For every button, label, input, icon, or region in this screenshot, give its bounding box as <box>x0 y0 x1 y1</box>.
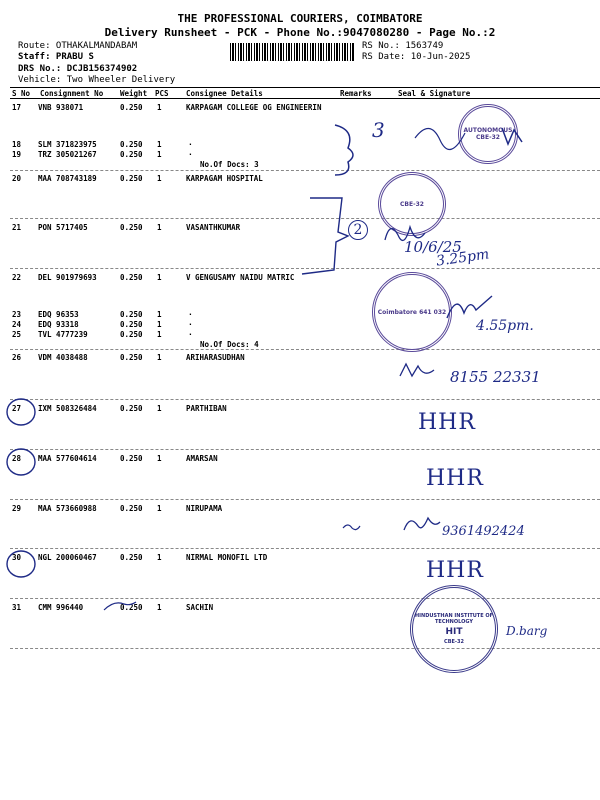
row-divider <box>10 399 600 400</box>
row-sno: 20 <box>12 174 22 183</box>
row-pcs: 1 <box>157 174 162 183</box>
handwritten-date: 10/6/25 <box>404 238 462 256</box>
signature-scribble <box>400 510 442 536</box>
row-weight: 0.250 <box>120 273 143 282</box>
row-pcs: 1 <box>157 603 162 612</box>
row-sno: 24 <box>12 320 22 329</box>
row-weight: 0.250 <box>120 454 143 463</box>
row-pcs: 1 <box>157 353 162 362</box>
circle-mark <box>4 548 40 582</box>
col-pcs: PCS <box>155 89 169 98</box>
row-divider <box>10 349 600 350</box>
row-consignee: . <box>188 308 193 317</box>
col-seal: Seal & Signature <box>398 89 471 98</box>
row-pcs: 1 <box>157 504 162 513</box>
row-consignee: PARTHIBAN <box>186 404 227 413</box>
row-weight: 0.250 <box>120 103 143 112</box>
row-consignee: SACHIN <box>186 603 214 612</box>
school-seal-stamp <box>372 272 452 352</box>
row-divider <box>10 648 600 649</box>
row-pcs: 1 <box>157 310 162 319</box>
row-sno: 23 <box>12 310 22 319</box>
row-weight: 0.250 <box>120 504 143 513</box>
row-consignment: EDQ 96353 <box>38 310 79 319</box>
row-sno: 30 <box>12 553 22 562</box>
row-weight: 0.250 <box>120 320 143 329</box>
row-consignment: MAA 573660988 <box>38 504 97 513</box>
row-consignee: . <box>188 148 193 157</box>
hhr-mark: HHR <box>426 558 484 583</box>
col-remarks: Remarks <box>340 89 372 98</box>
row-consignment: SLM 371823975 <box>38 140 97 149</box>
row-consignee: . <box>188 328 193 337</box>
row-consignment: TVL 4777239 <box>38 330 88 339</box>
row-consignee: NIRMAL MONOFIL LTD <box>186 553 268 562</box>
row-consignment: EDQ 93318 <box>38 320 79 329</box>
row-pcs: 1 <box>157 150 162 159</box>
row-weight: 0.250 <box>120 223 143 232</box>
row-consignee: KARPAGAM HOSPITAL <box>186 174 263 183</box>
row-divider <box>10 170 600 171</box>
remarks-tick-mark <box>340 520 364 534</box>
row-pcs: 1 <box>157 553 162 562</box>
handwritten-phone: 8155 22331 <box>450 368 541 386</box>
row-sno: 31 <box>12 603 22 612</box>
staff-label: Staff: PRABU S <box>18 52 94 62</box>
row-pcs: 1 <box>157 454 162 463</box>
remarks-count: 2 <box>348 220 368 240</box>
row-consignment: PON 5717405 <box>38 223 88 232</box>
row-sno: 28 <box>12 454 22 463</box>
handwritten-signature: D.barg <box>506 624 548 638</box>
row-pcs: 1 <box>157 223 162 232</box>
row-consignee: V GENGUSAMY NAIDU MATRIC <box>186 273 295 282</box>
row-pcs: 1 <box>157 273 162 282</box>
hhr-mark: HHR <box>426 466 484 491</box>
row-divider <box>10 499 600 500</box>
remarks-brace-mark <box>290 190 350 280</box>
row-weight: 0.250 <box>120 330 143 339</box>
hhr-mark: HHR <box>418 410 476 435</box>
row-consignment: NGL 200060467 <box>38 553 97 562</box>
row-consignee: ARIHARASUDHAN <box>186 353 245 362</box>
col-consignment: Consignment No <box>40 89 104 98</box>
row-pcs: 1 <box>157 140 162 149</box>
row-pcs: 1 <box>157 330 162 339</box>
row-consignment: IXM 508326484 <box>38 404 97 413</box>
row-weight: 0.250 <box>120 310 143 319</box>
route-label: Route: OTHAKALMANDABAM <box>18 41 138 51</box>
row-weight: 0.250 <box>120 553 143 562</box>
row-weight: 0.250 <box>120 603 143 612</box>
stamp-text: Coimbatore 641 032 <box>377 308 447 316</box>
row-sno: 22 <box>12 273 22 282</box>
row-consignee: AMARSAN <box>186 454 218 463</box>
row-consignment: TRZ 305021267 <box>38 150 97 159</box>
row-weight: 0.250 <box>120 150 143 159</box>
handwritten-time: 3.25pm <box>435 246 491 270</box>
row-sno: 26 <box>12 353 22 362</box>
row-sno: 25 <box>12 330 22 339</box>
row-consignee: . <box>188 318 193 327</box>
vehicle-label: Vehicle: Two Wheeler Delivery <box>18 75 176 85</box>
row-consignment: DEL 901979693 <box>38 273 97 282</box>
col-consignee: Consignee Details <box>186 89 263 98</box>
row-pcs: 1 <box>157 404 162 413</box>
row-weight: 0.250 <box>120 140 143 149</box>
row-pcs: 1 <box>157 103 162 112</box>
row-sno: 18 <box>12 140 22 149</box>
row-consignee: VASANTHKUMAR <box>186 223 241 232</box>
row-weight: 0.250 <box>120 404 143 413</box>
barcode-image <box>230 43 355 61</box>
remarks-count: 3 <box>372 118 385 142</box>
row-sno: 19 <box>12 150 22 159</box>
stamp-text: AUTONOMOUS CBE-32 <box>463 127 513 141</box>
row-sno: 29 <box>12 504 22 513</box>
handwritten-phone: 9361492424 <box>442 524 525 539</box>
stamp-text: CBE-32 <box>400 200 424 208</box>
row-consignment: MAA 577604614 <box>38 454 97 463</box>
rs-number: RS No.: 1563749 <box>362 41 444 51</box>
row-pcs: 1 <box>157 320 162 329</box>
docs-count-note: No.Of Docs: 3 <box>200 160 259 169</box>
col-weight: Weight <box>120 89 148 98</box>
stamp-text: HIT <box>445 627 463 637</box>
row-weight: 0.250 <box>120 353 143 362</box>
row-sno: 21 <box>12 223 22 232</box>
row-weight: 0.250 <box>120 174 143 183</box>
circle-mark <box>4 396 40 430</box>
row-divider <box>10 548 600 549</box>
docs-count-note: No.Of Docs: 4 <box>200 340 259 349</box>
row-consignment: MAA 708743189 <box>38 174 97 183</box>
row-consignee: . <box>188 138 193 147</box>
row-sno: 17 <box>12 103 22 112</box>
rs-date: RS Date: 10-Jun-2025 <box>362 52 471 62</box>
stamp-text: CBE-32 <box>444 639 464 645</box>
row-divider <box>10 449 600 450</box>
signature-scribble <box>410 118 530 158</box>
drs-number: DRS No.: DCJB156374902 <box>18 64 138 74</box>
institute-seal-stamp <box>410 585 498 673</box>
row-consignee: NIRUPAMA <box>186 504 223 513</box>
stamp-text: HINDUSTHAN INSTITUTE OF TECHNOLOGY <box>414 613 494 625</box>
row-consignee: KARPAGAM COLLEGE OG ENGINEERIN <box>186 103 322 112</box>
header-rule-top <box>10 87 600 88</box>
row-sno: 27 <box>12 404 22 413</box>
remarks-brace-mark <box>330 120 370 180</box>
circle-mark <box>4 446 40 480</box>
tick-mark <box>100 598 140 614</box>
runsheet-subtitle: Delivery Runsheet - PCK - Phone No.:9047080280 - Page No.:2 <box>104 26 496 39</box>
header-rule-bottom <box>10 98 600 99</box>
col-sno: S No <box>12 89 31 98</box>
row-divider <box>10 598 600 599</box>
row-consignment: VNB 938071 <box>38 103 84 112</box>
row-consignment: VDM 4038488 <box>38 353 88 362</box>
company-title: THE PROFESSIONAL COURIERS, COIMBATORE <box>177 12 423 25</box>
row-consignment: CMM 996440 <box>38 603 84 612</box>
handwritten-time: 4.55pm. <box>476 318 534 334</box>
signature-scribble <box>396 360 440 382</box>
